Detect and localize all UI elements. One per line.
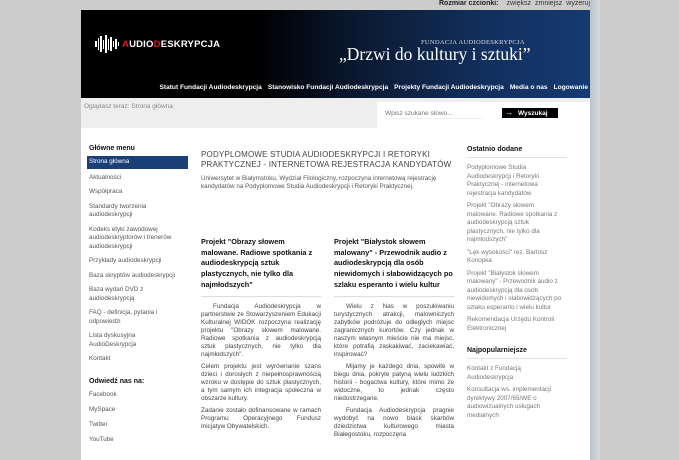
- font-size-bar: [400, 0, 590, 10]
- recent-item[interactable]: Rekomendacja Urzędu Kontroli Elektronicznej: [467, 316, 555, 332]
- nav-statut[interactable]: Statut Fundacji Audiodeskrypcja: [159, 84, 262, 91]
- nav-login[interactable]: Logowanie: [553, 84, 588, 91]
- sidebar-item-cooperation[interactable]: Współpraca: [89, 188, 123, 195]
- article-paragraph: Fundacja Audiodeskrypcja w partnerstwie ze Stowarzyszeniem Edukacji Kulturalnej WIDOK rozpoczyna realizację projektu "Obrazy słowem malowane. Radiowe spotkania z audiodeskrypcją sztuk plastycznych, nie tylko dla najmłodszych".: [201, 302, 321, 358]
- font-increase-link[interactable]: zwiększ: [506, 0, 532, 7]
- search-area: [377, 102, 590, 128]
- sidebar-item-examples[interactable]: Przykłady audiodeskrypcji: [89, 257, 162, 264]
- social-youtube[interactable]: YouTube: [89, 435, 114, 443]
- divider: [467, 157, 567, 158]
- right-sidebar: [461, 128, 571, 424]
- nav-media[interactable]: Media o nas: [509, 84, 548, 91]
- recent-item[interactable]: Projekt "Białystok słowem malowany" - Przewodnik audio z audiodeskrypcją dla osób niewidomych i słabowidzących po szlaku esperanto i wielu kultur: [467, 269, 562, 311]
- foundation-label: FUNDACJA AUDIODESKRYPCJA: [421, 39, 525, 46]
- site-logo[interactable]: [95, 34, 220, 54]
- divider: [334, 296, 454, 297]
- sidebar-item-mailing-list[interactable]: Lista dyskusyjna AudioDeskrypcja: [89, 332, 137, 348]
- sound-wave-icon: [95, 35, 119, 53]
- article-title[interactable]: Projekt "Białystok słowem malowany" - Przewodnik audio z audiodeskrypcją dla osób niewidomych i słabowidzących po szlaku esperanto i wielu kultur: [334, 237, 453, 289]
- sidebar-item-contact[interactable]: Kontakt: [89, 355, 111, 362]
- font-reset-link[interactable]: wyzeruj: [566, 0, 590, 7]
- article-paragraph: Celem projektu jest wyrównanie szans dzieci i dorosłych z niepełnosprawnością wzroku w dostępie do sztuk plastycznych, a tym samym ich integracja społeczna w obszarze kultury.: [201, 362, 321, 402]
- recent-heading: Ostatnio dodane: [467, 146, 523, 153]
- arrow-right-icon: →: [505, 108, 513, 117]
- sidebar-item-home[interactable]: Strona główna: [87, 156, 188, 169]
- sidebar-item-standards[interactable]: Standardy tworzenia audiodeskrypcji: [89, 202, 147, 218]
- header-banner: [81, 10, 590, 98]
- lead-article-text: Uniwersytet w Białymstoku, Wydział Filologiczny, rozpoczyna internetową rejestrację kandydatów na Podyplomowe Studia Audiodeskrypcji i Retoryki Praktycznej.: [201, 175, 437, 190]
- font-size-label: Rozmiar czcionki:: [439, 0, 499, 7]
- popular-item[interactable]: Konsultacja ws. implementacji dyrektywy 2007/65/WE o audiowizualnych usługach medialnych: [467, 386, 551, 419]
- page-container: [81, 10, 590, 460]
- breadcrumb: Oglądasz teraz: Strona główna: [84, 103, 173, 110]
- social-facebook[interactable]: Facebook: [89, 390, 117, 398]
- recent-item[interactable]: "Lęk wysokości" rez. Bartosz Konopka: [467, 248, 548, 264]
- article-bialystok: [334, 237, 454, 443]
- social-twitter[interactable]: Twitter: [89, 420, 108, 428]
- article-paragraph: Wielu z Nas w poszukiwaniu turystycznych atrakcji, malowniczych zabytków podróżuje do odległych miejsc zagranicznych kurortów. Czy jednak w naszym własnym mieście nie ma miejsc, które potrafią zaskakiwać, zaciekawiać, inspirować?: [334, 302, 454, 358]
- popular-item[interactable]: Kontakt z Fundacją Audiodeskrypcja: [467, 365, 521, 381]
- divider: [201, 296, 321, 297]
- sidebar-item-dvd-db[interactable]: Baza wydań DVD z audiodeskrypcją: [89, 286, 144, 302]
- sidebar-item-ethics-code[interactable]: Kodeks etyki zawodowej audiodeskryptorów i trenerów audiodeskrypcji: [89, 225, 172, 250]
- recent-item[interactable]: Podyplomowe Studia Audiodeskrypcji i Retoryki Praktycznej - internetowa rejestracja kandydatów: [467, 164, 540, 197]
- breadcrumb-bar: [81, 98, 590, 128]
- lead-article-title[interactable]: PODYPLOMOWE STUDIA AUDIODESKRYPCJI I RETORYKI PRAKTYCZNEJ - INTERNETOWA REJESTRACJA KANDYDATÓW: [201, 150, 452, 169]
- divider: [467, 358, 567, 359]
- social-heading: Odwiedź nas na:: [89, 377, 145, 385]
- sidebar-item-scripts-db[interactable]: Baza skryptów audiodeskrypcji: [89, 271, 176, 279]
- search-button-label: Wyszukaj: [518, 109, 548, 117]
- logo-text: AUDIODESKRYPCJA: [122, 38, 221, 50]
- recent-item[interactable]: Projekt "Obrazy słowem malowane. Radiowe spotkania z audiodeskrypcją sztuk plastycznych, nie tylko dla najmłodszych": [467, 202, 558, 243]
- nav-projekty[interactable]: Projekty Fundacji Audiodeskrypcja: [394, 84, 504, 91]
- popular-heading: Najpopularniejsze: [467, 347, 527, 354]
- sidebar-item-news[interactable]: Aktualności: [89, 173, 122, 181]
- article-paragraph: Mijamy je każdego dnia, spowite w biegu dnia, pokryte patyną wielu ludzkich historii - bogactwa kultury, które mimo że widoczne, to jednak często niedostrzegane.: [334, 362, 454, 402]
- page-scrollbar[interactable]: [590, 0, 600, 460]
- sidebar-heading: Główne menu: [89, 145, 135, 152]
- social-myspace[interactable]: MySpace: [89, 405, 116, 413]
- search-button[interactable]: [502, 108, 558, 118]
- article-obrazy: [201, 237, 321, 435]
- main-content: [201, 150, 456, 438]
- font-decrease-link[interactable]: zmniejsz: [535, 0, 563, 7]
- sidebar: [81, 128, 191, 451]
- search-input[interactable]: [385, 108, 483, 119]
- article-title[interactable]: Projekt "Obrazy słowem malowane. Radiowe spotkania z audiodeskrypcją sztuk plastycznych, nie tylko dla najmłodszych": [201, 237, 313, 289]
- sidebar-item-faq[interactable]: FAQ - definicja, pytania i odpowiedzi: [89, 309, 158, 325]
- article-paragraph: Zadanie zostało dofinansowane w ramach Programu Operacyjnego Fundusz Inicjatyw Obywatelskich.: [201, 406, 321, 430]
- article-paragraph: Fundacja Audiodeskrypcja pragnie wydobyć na nowo blask skarbów dziedzictwa kulturowego miasta Białegostoku, rozpoczęna: [334, 406, 454, 438]
- slogan: „Drzwi do kultury i sztuki”: [339, 44, 531, 64]
- top-navigation: [159, 84, 590, 98]
- nav-stanowisko[interactable]: Stanowisko Fundacji Audiodeskrypcja: [267, 84, 389, 91]
